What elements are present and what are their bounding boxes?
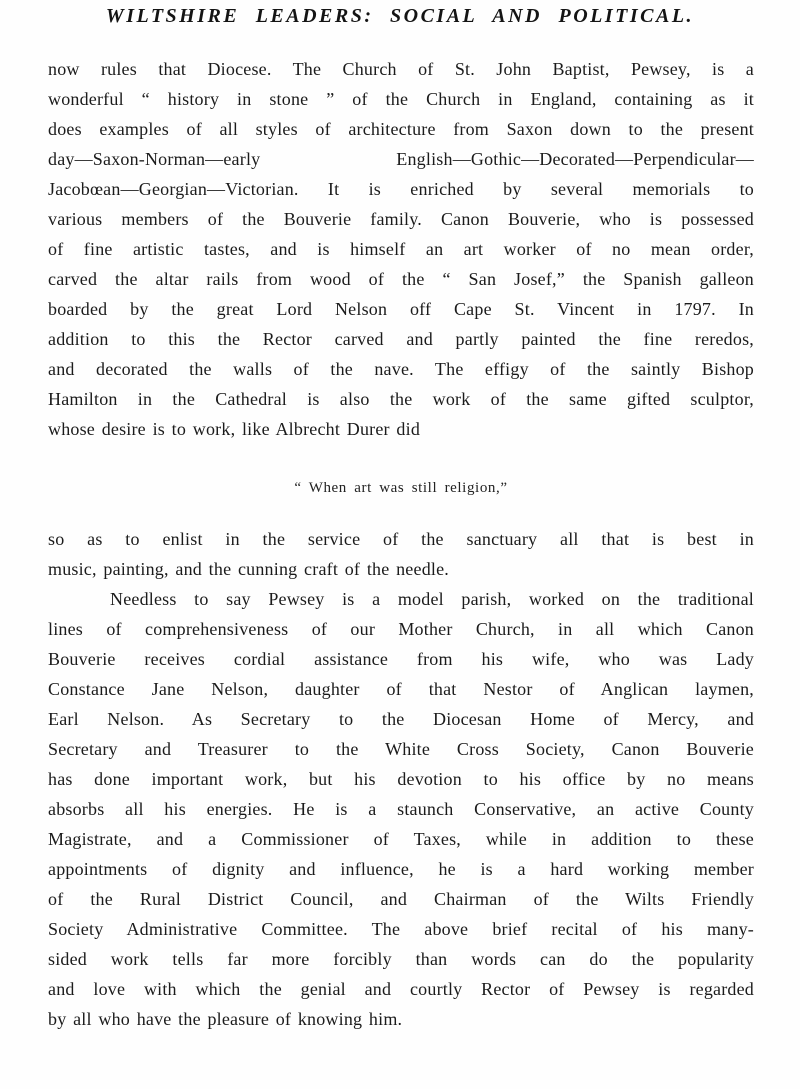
text-line: Hamilton in the Cathedral is also the work of the same gifted sculptor, <box>48 389 754 409</box>
text-line: and decorated the walls of the nave. The effigy of the saintly Bishop <box>48 359 754 379</box>
text-line: appointments of dignity and influence, he is a hard working member <box>48 859 754 879</box>
paragraph <box>48 584 754 1034</box>
text-line: day—Saxon-Norman—early English—Gothic—Decorated—Perpendicular— <box>48 149 754 169</box>
text-line: Society Administrative Committee. The above brief recital of his many- <box>48 919 754 939</box>
paragraph <box>48 524 754 584</box>
text-line: now rules that Diocese. The Church of St. John Baptist, Pewsey, is a <box>48 59 754 79</box>
text-line: various members of the Bouverie family. Canon Bouverie, who is possessed <box>48 209 754 229</box>
text-line: carved the altar rails from wood of the “ San Josef,” the Spanish galleon <box>48 269 754 289</box>
text-line: Needless to say Pewsey is a model parish, worked on the traditional <box>110 589 754 609</box>
text-line: boarded by the great Lord Nelson off Cape St. Vincent in 1797. In <box>48 299 754 319</box>
paragraph <box>48 54 754 444</box>
running-header: WILTSHIRE LEADERS: SOCIAL AND POLITICAL. <box>105 5 695 27</box>
centered-quote: “ When art was still religion,” <box>294 480 508 496</box>
text-line: Bouverie receives cordial assistance from his wife, who was Lady <box>48 649 754 669</box>
text-block <box>48 54 754 1034</box>
text-line: whose desire is to work, like Albrecht Durer did <box>48 419 421 439</box>
text-line: has done important work, but his devotion to his office by no means <box>48 769 754 789</box>
text-line: wonderful “ history in stone ” of the Church in England, containing as it <box>48 89 754 109</box>
text-line: Earl Nelson. As Secretary to the Diocesan Home of Mercy, and <box>48 709 754 729</box>
text-line: so as to enlist in the service of the sanctuary all that is best in <box>48 529 754 549</box>
text-line: and love with which the genial and courtly Rector of Pewsey is regarded <box>48 979 754 999</box>
text-line: Secretary and Treasurer to the White Cross Society, Canon Bouverie <box>48 739 754 759</box>
text-line: does examples of all styles of architecture from Saxon down to the present <box>48 119 754 139</box>
text-line: by all who have the pleasure of knowing him. <box>48 1009 403 1029</box>
text-line: sided work tells far more forcibly than words can do the popularity <box>48 949 754 969</box>
text-line: addition to this the Rector carved and partly painted the fine reredos, <box>48 329 754 349</box>
text-line: Constance Jane Nelson, daughter of that Nestor of Anglican laymen, <box>48 679 754 699</box>
text-line: of fine artistic tastes, and is himself an art worker of no mean order, <box>48 239 754 259</box>
text-line: Jacobœan—Georgian—Victorian. It is enriched by several memorials to <box>48 179 754 199</box>
text-line: Magistrate, and a Commissioner of Taxes, while in addition to these <box>48 829 754 849</box>
text-line: of the Rural District Council, and Chairman of the Wilts Friendly <box>48 889 754 909</box>
text-line: lines of comprehensiveness of our Mother Church, in all which Canon <box>48 619 754 639</box>
text-line: music, painting, and the cunning craft of the needle. <box>48 559 449 579</box>
text-line: absorbs all his energies. He is a staunch Conservative, an active County <box>48 799 754 819</box>
